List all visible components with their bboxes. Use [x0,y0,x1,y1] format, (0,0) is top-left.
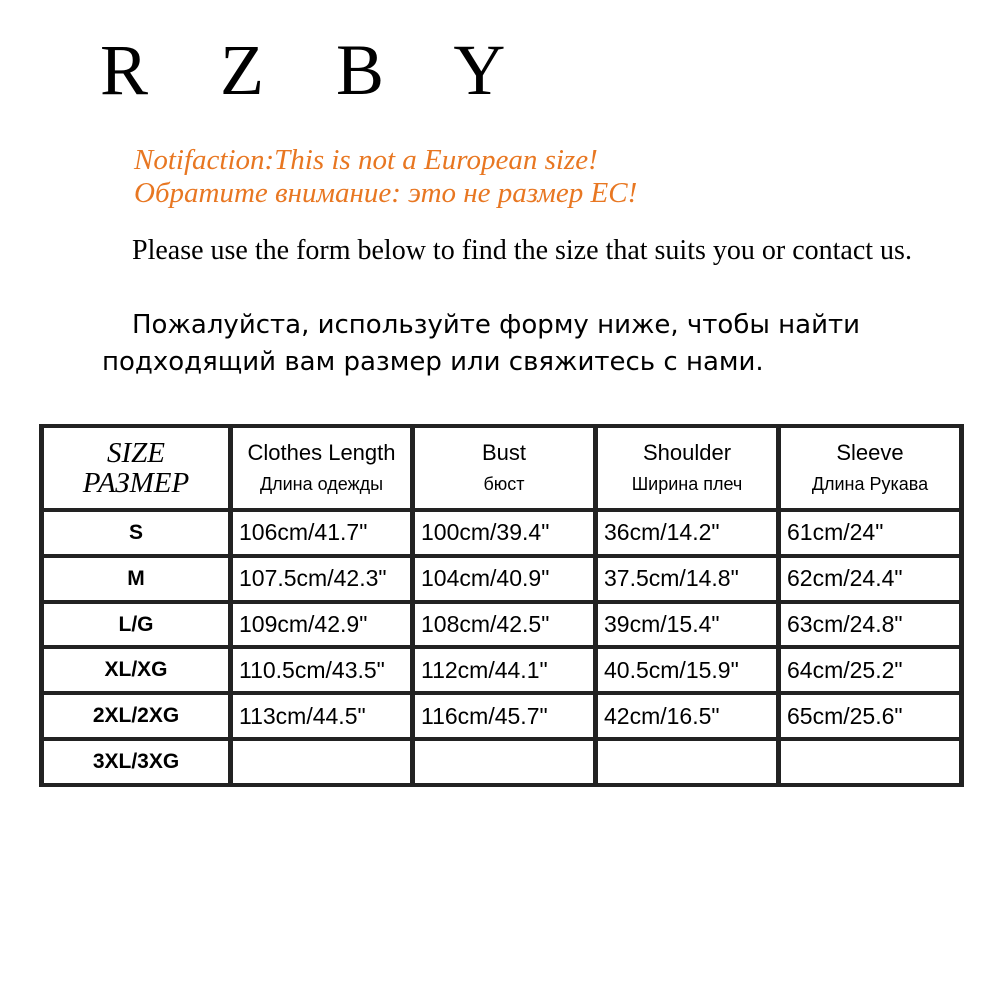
column-header-en: Bust [481,440,527,465]
column-header-en: Sleeve [836,440,904,465]
column-header-ru: Длина одежды [259,474,384,494]
bust-value: 108cm/42.5" [415,604,593,646]
size-column-header [44,428,228,508]
size-label: S [44,512,228,554]
bust-value: 104cm/40.9" [415,558,593,600]
clothes-length-value: 106cm/41.7" [233,512,410,554]
clothes-length-value: 109cm/42.9" [233,604,410,646]
size-label: M [44,558,228,600]
size-label: 3XL/3XG [44,741,228,783]
table-row [44,558,959,600]
brand-logo: R Z B Y [100,30,533,110]
bust-value: 100cm/39.4" [415,512,593,554]
size-notice-en: Notifaction:This is not a European size! [134,144,598,176]
size-chart-table [39,424,964,787]
intro-text-en: Please use the form below to find the size that suits you or contact us. [132,235,912,266]
sleeve-value: 65cm/25.6" [781,695,959,737]
column-header-en: Clothes Length [247,440,396,465]
table-row [44,512,959,554]
size-notice-ru: Обратите внимание: это не размер EC! [134,177,638,209]
bust-value: 116cm/45.7" [415,695,593,737]
size-notice [134,144,637,210]
clothes-length-header [233,428,410,508]
shoulder-value: 36cm/14.2" [598,512,776,554]
sleeve-value: 61cm/24" [781,512,959,554]
shoulder-value: 42cm/16.5" [598,695,776,737]
table-row [44,741,959,783]
table-row [44,695,959,737]
sleeve-value [781,741,959,783]
column-header-ru: Ширина плеч [631,474,743,494]
clothes-length-value [233,741,410,783]
size-label: 2XL/2XG [44,695,228,737]
bust-value [415,741,593,783]
column-header-ru: Длина Рукава [811,474,929,494]
size-label: XL/XG [44,649,228,691]
clothes-length-value: 110.5cm/43.5" [233,649,410,691]
column-header-ru: бюст [483,474,525,494]
size-label: L/G [44,604,228,646]
table-row [44,604,959,646]
sleeve-header [781,428,959,508]
shoulder-value: 40.5cm/15.9" [598,649,776,691]
size-header-ru: РАЗМЕР [82,467,190,499]
sleeve-value: 64cm/25.2" [781,649,959,691]
sleeve-value: 62cm/24.4" [781,558,959,600]
clothes-length-value: 113cm/44.5" [233,695,410,737]
clothes-length-value: 107.5cm/42.3" [233,558,410,600]
shoulder-header [598,428,776,508]
shoulder-value: 37.5cm/14.8" [598,558,776,600]
intro-text-ru: Пожалуйста, используйте форму ниже, чтобы найти подходящий вам размер или свяжитесь с нами. [102,310,861,377]
bust-header [415,428,593,508]
column-header-en: Shoulder [642,440,732,465]
bust-value: 112cm/44.1" [415,649,593,691]
shoulder-value: 39cm/15.4" [598,604,776,646]
shoulder-value [598,741,776,783]
table-row [44,649,959,691]
size-header-en: SIZE [107,437,165,469]
sleeve-value: 63cm/24.8" [781,604,959,646]
size-table-header-row [44,428,959,508]
